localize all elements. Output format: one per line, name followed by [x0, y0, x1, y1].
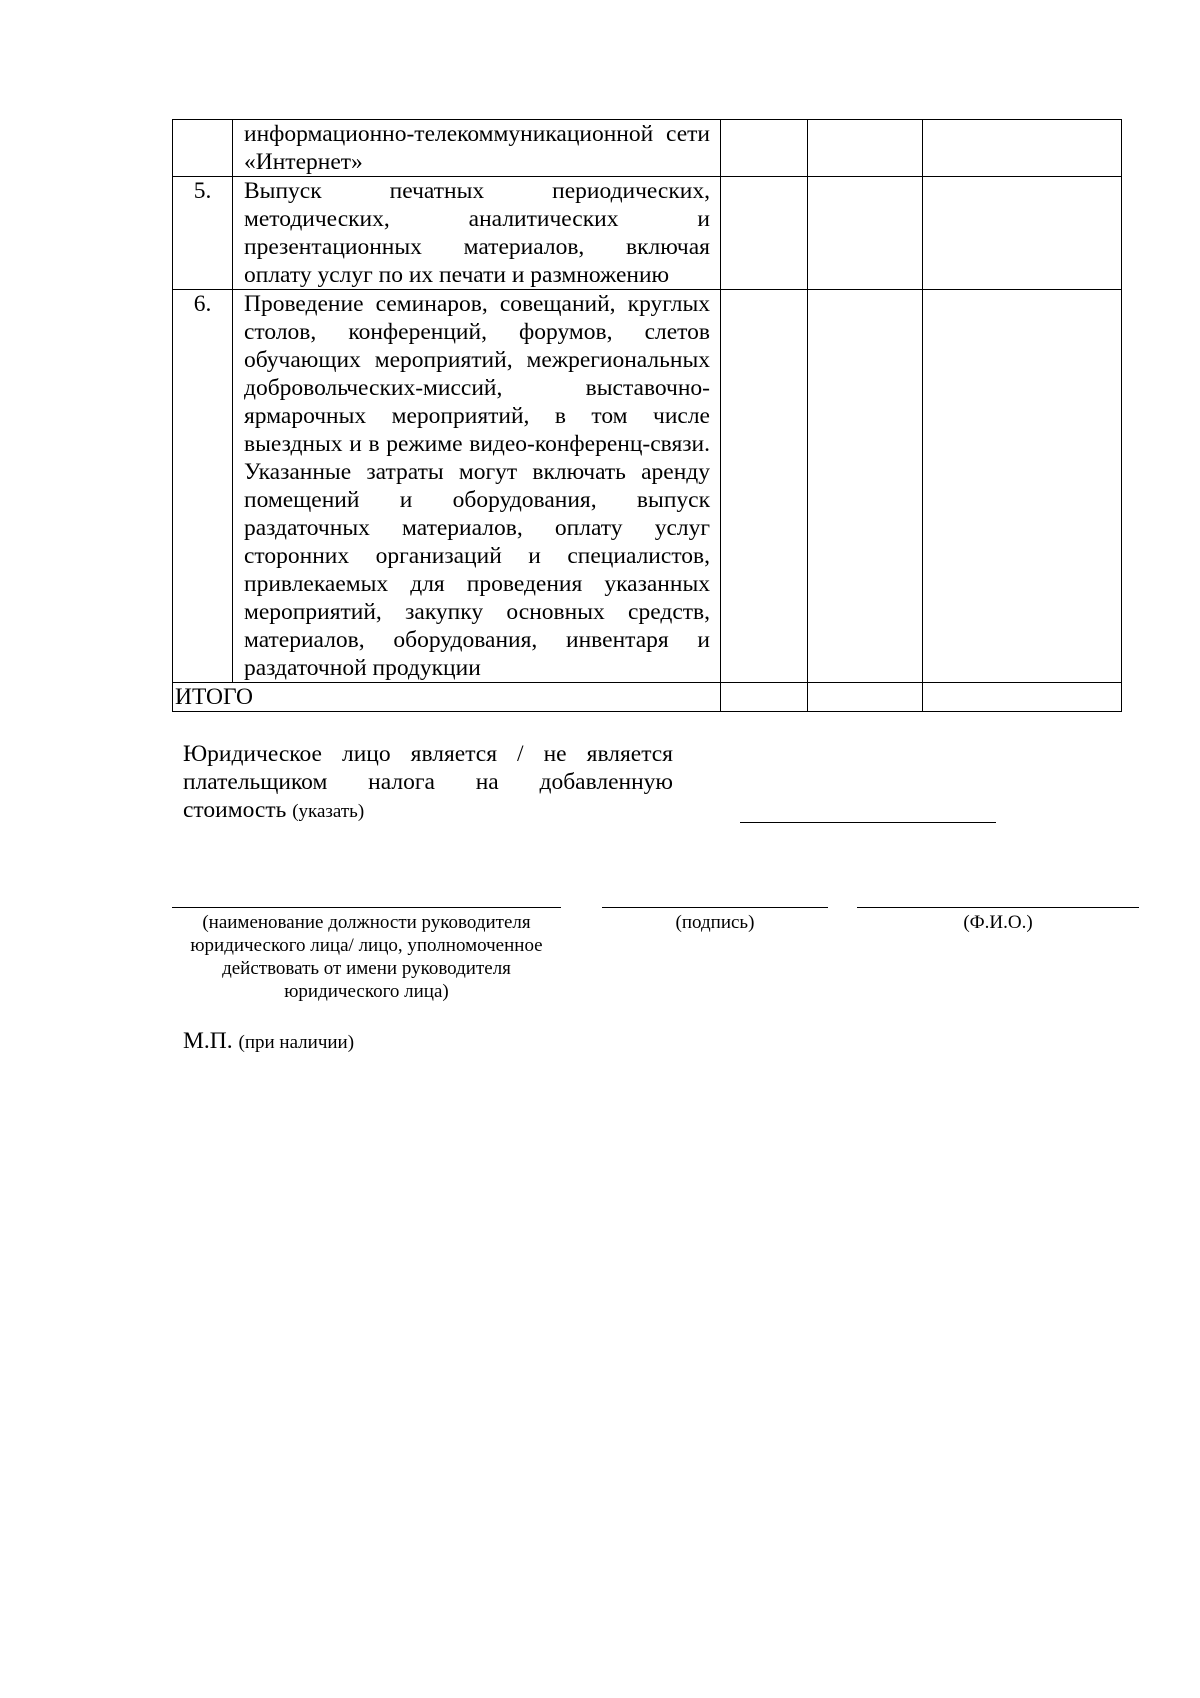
signature-line	[602, 907, 828, 908]
row-description	[233, 177, 721, 290]
table-total-row	[173, 683, 1122, 712]
cost-table	[172, 119, 1122, 712]
stamp-placeholder	[183, 1027, 354, 1057]
vat-statement	[183, 740, 673, 826]
amount-cell	[808, 177, 923, 290]
table-row	[173, 120, 1122, 177]
table-row	[173, 290, 1122, 683]
total-label: ИТОГО	[173, 683, 721, 712]
stamp-hint: (при наличии)	[238, 1032, 355, 1053]
amount-cell	[721, 177, 808, 290]
total-amount-cell	[923, 683, 1122, 712]
table-row	[173, 177, 1122, 290]
row-number	[173, 120, 233, 177]
amount-cell	[923, 290, 1122, 683]
name-caption: (Ф.И.О.)	[963, 912, 1033, 933]
row-description-text: Проведение семинаров, совещаний, круглых столов, конференций, форумов, слетов обучающих мероприятий, межрегиональных добровольческих-миссий, выставочно-ярмарочных мероприятий, в том числе выездных и в режиме видео-конференц-связи. Указанные затраты могут включать аренду помещений и оборудования, выпуск раздаточных материалов, оплату услуг сторонних организаций и специалистов, привлекаемых для проведения указанных мероприятий, закупку основных средств, материалов, оборудования, инвентаря и раздаточной продукции	[244, 291, 710, 681]
amount-cell	[721, 120, 808, 177]
amount-cell	[808, 120, 923, 177]
amount-cell	[923, 177, 1122, 290]
signature-caption: (подпись)	[675, 912, 755, 933]
amount-cell	[808, 290, 923, 683]
row-description	[233, 290, 721, 683]
position-line	[172, 907, 561, 908]
row-description-text: Выпуск печатных периодических, методических, аналитических и презентационных материалов, включая оплату услуг по их печати и размножению	[244, 178, 710, 288]
total-amount-cell	[721, 683, 808, 712]
total-amount-cell	[808, 683, 923, 712]
row-description	[233, 120, 721, 177]
row-number: 5.	[173, 177, 233, 290]
row-number: 6.	[173, 290, 233, 683]
vat-answer-line	[740, 822, 996, 823]
amount-cell	[721, 290, 808, 683]
name-line	[857, 907, 1139, 908]
vat-hint: (указать)	[292, 801, 365, 822]
vat-statement-text: Юридическое лицо является / не является плательщиком налога на добавленную стоимость	[183, 741, 673, 823]
stamp-label: М.П.	[183, 1028, 233, 1054]
position-caption: (наименование должности руководителя юридического лица/ лицо, уполномоченное действовать от имени руководителя юридического лица)	[190, 912, 543, 1002]
row-description-text: информационно-телекоммуникационной сети «Интернет»	[244, 121, 710, 175]
amount-cell	[923, 120, 1122, 177]
